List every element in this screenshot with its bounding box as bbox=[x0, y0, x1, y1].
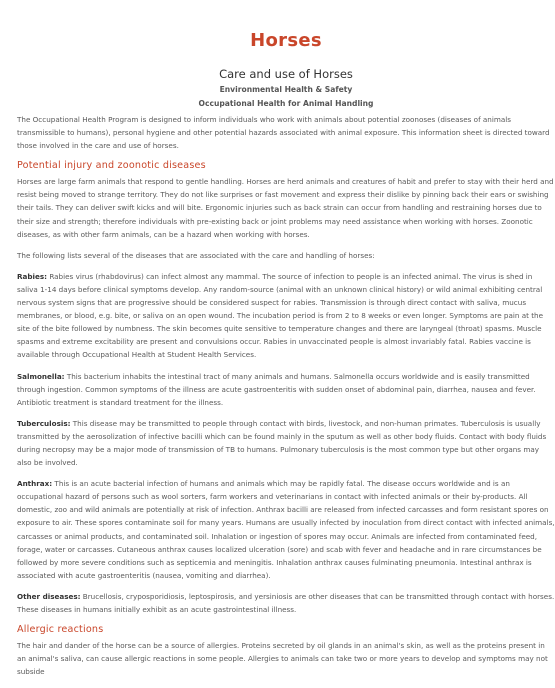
disease-text: Rabies virus (rhabdovirus) can infect almost any mammal. The source of infection to people is an infected animal. The virus is shed in saliva 1-14 days before clinical symptoms develop. Any random-source (animal with an unknown clinical history) or wild animal exhibiting central nervous system signs that are progressive should be considered suspect for rabies. Transmission is through direct contact with saliva, mucus membranes, or blood, e.g. bite, or saliva on an open wound. The incubation period is from 2 to 8 weeks or even longer. Symptoms are pain at the site of the bite followed by numbness. The skin becomes quite sensitive to temperature changes and there are laryngeal (throat) spasms. Muscle spasms and extreme excitability are present and convulsions occur. Rabies in unvaccinated people is almost invariably fatal. Rabies vaccine is available through Occupational Health at Student Health Services. bbox=[17, 271, 544, 360]
disease-text: This bacterium inhabits the intestinal tract of many animals and humans. Salmonella occurs worldwide and is easily transmitted through ingestion. Common symptoms of the illness are acute gastroenteritis with sudden onset of abdominal pain, diarrhea, nausea and fever. Antibiotic treatment is standard treatment for the illness. bbox=[17, 371, 536, 407]
disease-anthrax bbox=[17, 477, 555, 582]
section-heading-allergic: Allergic reactions bbox=[17, 624, 104, 636]
disease-rabies bbox=[17, 270, 555, 362]
disease-text: Brucellosis, cryposporidiosis, leptospirosis, and yersiniosis are other diseases that can be transmitted through contact with horses. These diseases in humans initially exhibit as an acute gastrointestinal illness. bbox=[17, 591, 555, 614]
allergy-paragraph: The hair and dander of the horse can be a source of allergies. Proteins secreted by oil glands in an animal's skin, as well as the proteins present in an animal's saliva, can cause allergic reactions in some people. Allergies to animals can take two or more years to develop and symptoms may not subside bbox=[17, 641, 548, 677]
diseases-intro-paragraph: The following lists several of the diseases that are associated with the care and handling of horses: bbox=[17, 250, 375, 260]
section-heading-injury: Potential injury and zoonotic diseases bbox=[17, 160, 206, 172]
disease-tuberculosis bbox=[17, 417, 555, 469]
document-page bbox=[0, 30, 555, 678]
disease-name: Anthrax: bbox=[17, 479, 53, 489]
horses-paragraph: Horses are large farm animals that respond to gentle handling. Horses are herd animals and creatures of habit and prefer to stay with their herd and resist being moved to strange territory. They do not like surprises or fast movement and express their dislike by pinning back their ears or swishing their tails. They can deliver swift kicks and will bite. Ergonomic injuries such as back strain can occur from handling and restraining horses due to their size and strength; therefore individuals with pre-existing back or joint problems may need assistance when working with horses. Zoonotic diseases, as with other farm animals, can be a hazard when working with horses. bbox=[17, 177, 554, 239]
disease-name: Rabies: bbox=[17, 271, 48, 281]
disease-name: Salmonella: bbox=[17, 371, 65, 381]
program-heading: Occupational Health for Animal Handling bbox=[198, 99, 374, 108]
disease-other bbox=[17, 590, 555, 616]
document-subtitle: Care and use of Horses bbox=[219, 67, 353, 81]
department-heading: Environmental Health & Safety bbox=[219, 85, 353, 94]
disease-salmonella bbox=[17, 370, 555, 409]
disease-name: Tuberculosis: bbox=[17, 418, 71, 428]
disease-text: This disease may be transmitted to people through contact with birds, livestock, and non-human primates. Tuberculosis is usually transmitted by the aerosolization of infective bacilli which can be found mainly in the sputum as well as other body fluids. Contact with body fluids during necropsy may be a major mode of transmission of TB to humans. Pulmonary tuberculosis is the most common type but other organs may also be involved. bbox=[17, 418, 547, 468]
disease-text: This is an acute bacterial infection of humans and animals which may be rapidly fatal. The disease occurs worldwide and is an occupational hazard of persons such as wool sorters, farm workers and veterinarians in contact with infected animals or their by-products. All domestic, zoo and wild animals are potentially at risk of infection. Anthrax bacilli are released from infected carcasses and form resistant spores on exposure to air. These spores contaminate soil for many years. Humans are usually infected by inoculation from direct contact with infected animals, carcasses or animal products, and contaminated soil. Inhalation or ingestion of spores may occur. Animals are infected from contaminated feed, forage, water or carcasses. Cutaneous anthrax causes localized ulceration (sore) and scab with fever and headache and in rare circumstances be followed by more severe conditions such as septicemia and meningitis. Inhalation anthrax causes fulminating pneumonia. Intestinal anthrax is associated with acute gastroenteritis (nausea, vomiting and diarrhea). bbox=[17, 479, 555, 580]
disease-name: Other diseases: bbox=[17, 591, 81, 601]
intro-paragraph: The Occupational Health Program is designed to inform individuals who work with animals about potential zoonoses (diseases of animals transmissible to humans), personal hygiene and other potential hazards associated with animal exposure. This information sheet is directed toward those involved in the care and use of horses. bbox=[17, 115, 550, 151]
page-title: Horses bbox=[250, 30, 322, 51]
